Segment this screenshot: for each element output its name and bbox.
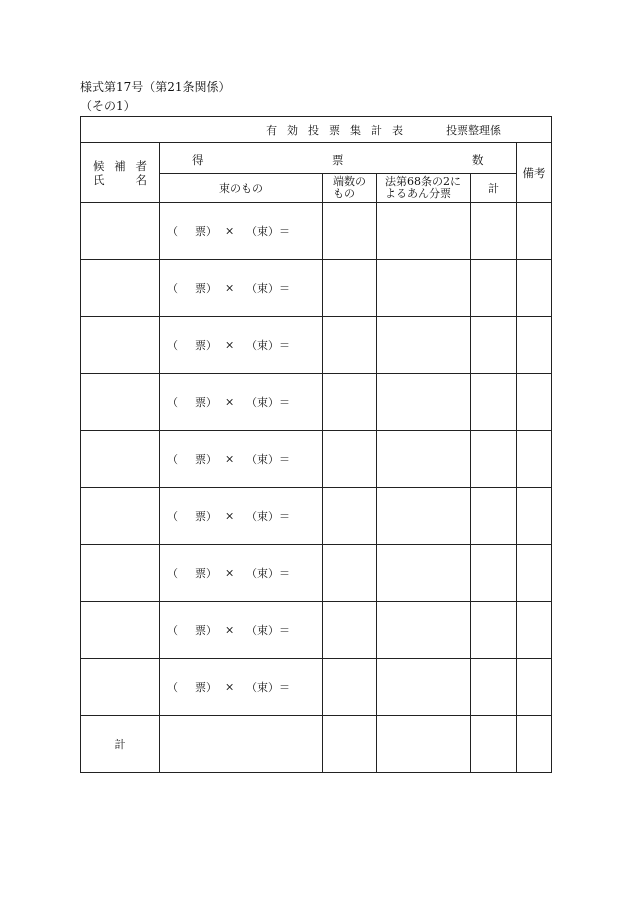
subtotal-cell[interactable] [471, 203, 517, 260]
remarks-cell[interactable] [517, 203, 552, 260]
candidate-name-cell[interactable] [81, 260, 160, 317]
bundles-header: 束のもの [160, 174, 323, 203]
fractions-cell[interactable] [323, 260, 377, 317]
subtotal-header: 計 [471, 174, 517, 203]
fractions-cell[interactable] [323, 374, 377, 431]
subtotal-cell[interactable] [471, 545, 517, 602]
fractions-cell[interactable] [323, 488, 377, 545]
table-row [81, 431, 552, 488]
tally-table [80, 116, 552, 773]
remarks-cell[interactable] [517, 488, 552, 545]
law-apportioned-cell[interactable] [377, 260, 471, 317]
candidate-name-cell[interactable] [81, 659, 160, 716]
table-row [81, 488, 552, 545]
candidate-name-cell[interactable] [81, 431, 160, 488]
table-row [81, 203, 552, 260]
law-apportioned-cell[interactable] [377, 659, 471, 716]
subtotal-cell[interactable] [471, 374, 517, 431]
total-bundles-cell[interactable] [160, 716, 323, 773]
bundle-formula-cell[interactable]: （ 票） × （束）＝ [160, 203, 323, 260]
form-title: 様式第17号（第21条関係） [80, 80, 231, 94]
total-label: 計 [81, 716, 160, 773]
bundle-formula-cell[interactable]: （ 票） × （束）＝ [160, 602, 323, 659]
fractions-cell[interactable] [323, 203, 377, 260]
law-apportioned-cell[interactable] [377, 602, 471, 659]
fractions-cell[interactable] [323, 602, 377, 659]
candidate-header: 候 補 者 氏 名 [81, 143, 160, 203]
table-row [81, 659, 552, 716]
fractions-cell[interactable] [323, 659, 377, 716]
fractions-cell[interactable] [323, 317, 377, 374]
table-row [81, 545, 552, 602]
subtotal-cell[interactable] [471, 431, 517, 488]
table-row [81, 317, 552, 374]
candidate-name-cell[interactable] [81, 488, 160, 545]
bundle-formula-cell[interactable]: （ 票） × （束）＝ [160, 317, 323, 374]
candidate-name-cell[interactable] [81, 602, 160, 659]
subtotal-cell[interactable] [471, 488, 517, 545]
remarks-cell[interactable] [517, 545, 552, 602]
remarks-cell[interactable] [517, 659, 552, 716]
candidate-name-cell[interactable] [81, 203, 160, 260]
votes-header: 得 票 数 [160, 143, 517, 174]
law-apportioned-cell[interactable] [377, 374, 471, 431]
remarks-header: 備考 [517, 143, 552, 203]
total-remarks-cell[interactable] [517, 716, 552, 773]
candidate-name-cell[interactable] [81, 317, 160, 374]
bundle-formula-cell[interactable]: （ 票） × （束）＝ [160, 545, 323, 602]
total-fractions-cell[interactable] [323, 716, 377, 773]
fractions-cell[interactable] [323, 431, 377, 488]
subtotal-cell[interactable] [471, 260, 517, 317]
subtotal-cell[interactable] [471, 602, 517, 659]
total-law-cell[interactable] [377, 716, 471, 773]
table-title-suffix: 投票整理係 [446, 123, 502, 137]
form-subtitle: （その1） [80, 99, 136, 113]
bundle-formula-cell[interactable]: （ 票） × （束）＝ [160, 260, 323, 317]
law-apportioned-header: 法第68条の2に よるあん分票 [377, 174, 471, 203]
law-apportioned-cell[interactable] [377, 203, 471, 260]
law-apportioned-cell[interactable] [377, 317, 471, 374]
remarks-cell[interactable] [517, 374, 552, 431]
remarks-cell[interactable] [517, 317, 552, 374]
table-row [81, 374, 552, 431]
total-sum-cell[interactable] [471, 716, 517, 773]
remarks-cell[interactable] [517, 431, 552, 488]
subtotal-cell[interactable] [471, 659, 517, 716]
bundle-formula-cell[interactable]: （ 票） × （束）＝ [160, 488, 323, 545]
candidate-name-cell[interactable] [81, 545, 160, 602]
fractions-cell[interactable] [323, 545, 377, 602]
table-title: 有効投票集計表 [266, 123, 414, 137]
bundle-formula-cell[interactable]: （ 票） × （束）＝ [160, 659, 323, 716]
remarks-cell[interactable] [517, 260, 552, 317]
candidate-name-cell[interactable] [81, 374, 160, 431]
bundle-formula-cell[interactable]: （ 票） × （束）＝ [160, 374, 323, 431]
law-apportioned-cell[interactable] [377, 431, 471, 488]
fractions-header: 端数の もの [323, 174, 377, 203]
subtotal-cell[interactable] [471, 317, 517, 374]
table-row [81, 260, 552, 317]
law-apportioned-cell[interactable] [377, 545, 471, 602]
table-title-cell [81, 117, 552, 143]
law-apportioned-cell[interactable] [377, 488, 471, 545]
table-row [81, 602, 552, 659]
bundle-formula-cell[interactable]: （ 票） × （束）＝ [160, 431, 323, 488]
remarks-cell[interactable] [517, 602, 552, 659]
